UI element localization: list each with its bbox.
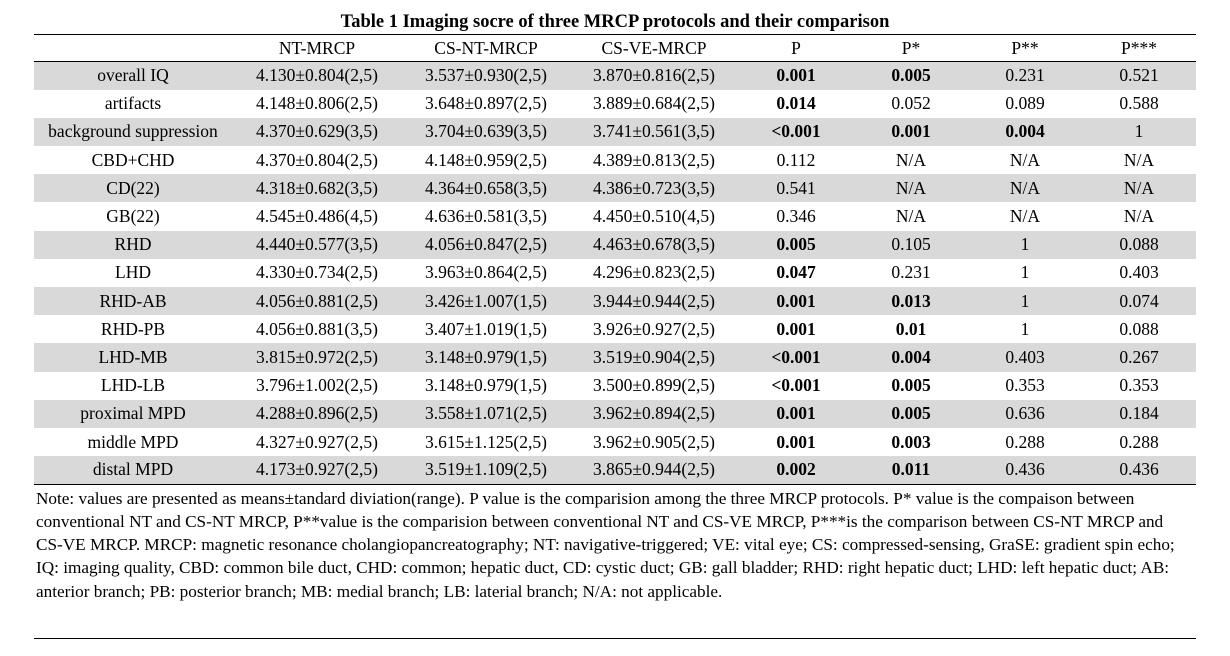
table-cell: <0.001 xyxy=(738,118,854,146)
table-cell: 3.407±1.019(1,5) xyxy=(425,318,547,339)
table-cell: 1 xyxy=(1020,262,1030,283)
row-label: artifacts xyxy=(104,93,162,114)
table-cell: 3.519±0.904(2,5) xyxy=(570,343,738,371)
table-cell: 0.001 xyxy=(738,62,854,90)
table-cell: 0.001 xyxy=(776,318,816,339)
table-cell: N/A xyxy=(1123,206,1155,227)
table-cell: 0.636 xyxy=(968,400,1082,428)
table-cell: 4.463±0.678(3,5) xyxy=(570,231,738,259)
table-cell: 0.089 xyxy=(1005,93,1045,114)
row-label: LHD-MB xyxy=(34,343,232,371)
table-cell: <0.001 xyxy=(738,343,854,371)
table-cell: 0.231 xyxy=(891,262,931,283)
table-row xyxy=(34,146,1196,174)
column-header-nt-mrcp: NT-MRCP xyxy=(232,35,402,62)
row-label: LHD xyxy=(115,262,151,283)
row-label: distal MPD xyxy=(34,456,232,484)
table-row xyxy=(34,456,1196,484)
table-cell: 3.962±0.905(2,5) xyxy=(593,431,715,452)
table-cell: 0.436 xyxy=(968,456,1082,484)
row-label: RHD-AB xyxy=(34,287,232,315)
data-table xyxy=(34,34,1196,485)
table-cell: 3.704±0.639(3,5) xyxy=(402,118,570,146)
table-row xyxy=(34,231,1196,259)
table-cell: 0.001 xyxy=(738,287,854,315)
table-cell: 1 xyxy=(1082,118,1196,146)
table-cell: 0.521 xyxy=(1082,62,1196,90)
table-cell: 3.963±0.864(2,5) xyxy=(425,262,547,283)
table-figure xyxy=(34,10,1196,627)
table-cell: 1 xyxy=(968,231,1082,259)
table-cell: 4.330±0.734(2,5) xyxy=(256,262,378,283)
table-cell: 4.327±0.927(2,5) xyxy=(256,431,378,452)
table-row xyxy=(34,90,1196,118)
table-cell: 0.014 xyxy=(776,93,816,114)
row-label: background suppression xyxy=(34,118,232,146)
table-cell: 4.288±0.896(2,5) xyxy=(232,400,402,428)
table-cell: N/A xyxy=(1009,206,1041,227)
table-cell: 0.288 xyxy=(1005,431,1045,452)
table-cell: 0.01 xyxy=(895,318,927,339)
table-cell: 0.052 xyxy=(891,93,931,114)
table-cell: N/A xyxy=(1009,149,1041,170)
table-cell: <0.001 xyxy=(771,375,821,396)
table-cell: 3.615±1.125(2,5) xyxy=(425,431,547,452)
table-cell: 1 xyxy=(968,287,1082,315)
table-row xyxy=(34,174,1196,202)
table-cell: 4.318±0.682(3,5) xyxy=(232,174,402,202)
row-label: proximal MPD xyxy=(34,400,232,428)
table-cell: 0.005 xyxy=(854,62,968,90)
column-header-cs-ve-mrcp: CS-VE-MRCP xyxy=(570,35,738,62)
table-cell: 0.353 xyxy=(1005,375,1045,396)
table-cell: 0.403 xyxy=(1119,262,1159,283)
table-cell: 3.796±1.002(2,5) xyxy=(256,375,378,396)
table-cell: 0.001 xyxy=(854,118,968,146)
table-cell: 0.005 xyxy=(738,231,854,259)
table-cell: 4.440±0.577(3,5) xyxy=(232,231,402,259)
table-row xyxy=(34,343,1196,371)
table-cell: 4.636±0.581(3,5) xyxy=(425,206,547,227)
table-cell: N/A xyxy=(1082,174,1196,202)
row-label: CBD+CHD xyxy=(91,149,175,170)
table-cell: 0.288 xyxy=(1119,431,1159,452)
table-cell: 0.346 xyxy=(776,206,816,227)
table-cell: 0.074 xyxy=(1082,287,1196,315)
table-cell: 0.267 xyxy=(1082,343,1196,371)
table-cell: 4.370±0.629(3,5) xyxy=(232,118,402,146)
table-cell: 0.004 xyxy=(968,118,1082,146)
table-cell: 4.389±0.813(2,5) xyxy=(593,149,715,170)
column-header-p-3star: P*** xyxy=(1082,35,1196,62)
column-header-p-star: P* xyxy=(854,35,968,62)
table-cell: 4.386±0.723(3,5) xyxy=(570,174,738,202)
table-cell: 0.047 xyxy=(776,262,816,283)
table-cell: 0.353 xyxy=(1119,375,1159,396)
table-row xyxy=(34,372,1196,400)
table-cell: 3.889±0.684(2,5) xyxy=(593,93,715,114)
table-cell: 0.112 xyxy=(776,149,816,170)
column-header-cs-nt-mrcp: CS-NT-MRCP xyxy=(402,35,570,62)
table-cell: 0.184 xyxy=(1082,400,1196,428)
table-cell: 4.056±0.847(2,5) xyxy=(402,231,570,259)
table-cell: 0.002 xyxy=(738,456,854,484)
table-cell: 0.001 xyxy=(776,431,816,452)
table-row xyxy=(34,315,1196,343)
table-cell: 3.944±0.944(2,5) xyxy=(570,287,738,315)
table-cell: 3.148±0.979(1,5) xyxy=(425,375,547,396)
bottom-rule xyxy=(34,638,1196,639)
row-label: RHD-PB xyxy=(100,318,166,339)
table-cell: N/A xyxy=(1123,149,1155,170)
table-body xyxy=(34,62,1196,485)
table-cell: 4.148±0.959(2,5) xyxy=(425,149,547,170)
table-row xyxy=(34,400,1196,428)
row-label: middle MPD xyxy=(87,431,179,452)
table-cell: 4.056±0.881(3,5) xyxy=(256,318,378,339)
table-title: Table 1 Imaging socre of three MRCP protocols and their comparison xyxy=(340,12,890,32)
table-row xyxy=(34,118,1196,146)
table-cell: 4.056±0.881(2,5) xyxy=(232,287,402,315)
table-cell: 3.426±1.007(1,5) xyxy=(402,287,570,315)
table-cell: 0.004 xyxy=(854,343,968,371)
row-label: LHD-LB xyxy=(100,375,166,396)
table-cell: 0.231 xyxy=(968,62,1082,90)
table-cell: 3.648±0.897(2,5) xyxy=(425,93,547,114)
table-cell: 0.011 xyxy=(854,456,968,484)
table-note: Note: values are presented as means±tandard diviation(range). P value is the comparision among the three MRCP protocols. P* value is the compaison between conventional NT and CS-NT MRCP, P**value is the comparision between conventional NT and CS-VE MRCP, P***is the comparison between CS-NT MRCP and CS-VE MRCP. MRCP: magnetic resonance cholangiopancreatography; NT: navigative-triggered; VE: vital eye; CS: compressed-sensing, GraSE: gradient spin echo; IQ: imaging quality, CBD: common bile duct, CHD: common; hepatic duct, CD: cystic duct; GB: gall bladder; RHD: right hepatic duct; LHD: left hepatic duct; AB: anterior branch; PB: posterior branch; MB: medial branch; LB: laterial branch; N/A: not applicable. xyxy=(36,488,1175,601)
table-cell: N/A xyxy=(854,174,968,202)
table-row xyxy=(34,62,1196,90)
table-cell: 3.926±0.927(2,5) xyxy=(593,318,715,339)
table-cell: 0.403 xyxy=(968,343,1082,371)
table-cell: 0.088 xyxy=(1082,231,1196,259)
table-row xyxy=(34,287,1196,315)
table-row xyxy=(34,259,1196,287)
table-cell: 1 xyxy=(1020,318,1030,339)
column-header-label xyxy=(34,35,232,62)
table-cell: N/A xyxy=(895,206,927,227)
table-cell: 3.148±0.979(1,5) xyxy=(402,343,570,371)
table-cell: 0.105 xyxy=(854,231,968,259)
table-cell: 3.500±0.899(2,5) xyxy=(593,375,715,396)
table-cell: 3.519±1.109(2,5) xyxy=(402,456,570,484)
table-cell: 3.537±0.930(2,5) xyxy=(402,62,570,90)
table-cell: N/A xyxy=(895,149,927,170)
row-label: RHD xyxy=(34,231,232,259)
table-cell: 4.450±0.510(4,5) xyxy=(593,206,715,227)
table-cell: 4.296±0.823(2,5) xyxy=(593,262,715,283)
table-cell: 3.815±0.972(2,5) xyxy=(232,343,402,371)
table-cell: 0.013 xyxy=(854,287,968,315)
table-cell: 0.541 xyxy=(738,174,854,202)
table-cell: N/A xyxy=(968,174,1082,202)
table-cell: 0.001 xyxy=(738,400,854,428)
column-header-p-2star: P** xyxy=(968,35,1082,62)
table-cell: 0.588 xyxy=(1119,93,1159,114)
header-row xyxy=(34,35,1196,62)
table-cell: 4.545±0.486(4,5) xyxy=(256,206,378,227)
table-cell: 4.370±0.804(2,5) xyxy=(256,149,378,170)
row-label: overall IQ xyxy=(34,62,232,90)
table-cell: 0.436 xyxy=(1082,456,1196,484)
table-cell: 4.148±0.806(2,5) xyxy=(256,93,378,114)
table-cell: 0.088 xyxy=(1119,318,1159,339)
column-header-p: P xyxy=(738,35,854,62)
table-cell: 3.870±0.816(2,5) xyxy=(570,62,738,90)
table-cell: 4.130±0.804(2,5) xyxy=(232,62,402,90)
table-cell: 3.558±1.071(2,5) xyxy=(402,400,570,428)
row-label: CD(22) xyxy=(34,174,232,202)
table-cell: 3.962±0.894(2,5) xyxy=(570,400,738,428)
table-cell: 0.005 xyxy=(891,375,931,396)
table-cell: 3.865±0.944(2,5) xyxy=(570,456,738,484)
table-cell: 3.741±0.561(3,5) xyxy=(570,118,738,146)
table-row xyxy=(34,202,1196,230)
table-cell: 0.005 xyxy=(854,400,968,428)
table-row xyxy=(34,428,1196,456)
table-cell: 0.003 xyxy=(891,431,931,452)
table-cell: 4.173±0.927(2,5) xyxy=(232,456,402,484)
table-cell: 4.364±0.658(3,5) xyxy=(402,174,570,202)
row-label: GB(22) xyxy=(106,206,160,227)
